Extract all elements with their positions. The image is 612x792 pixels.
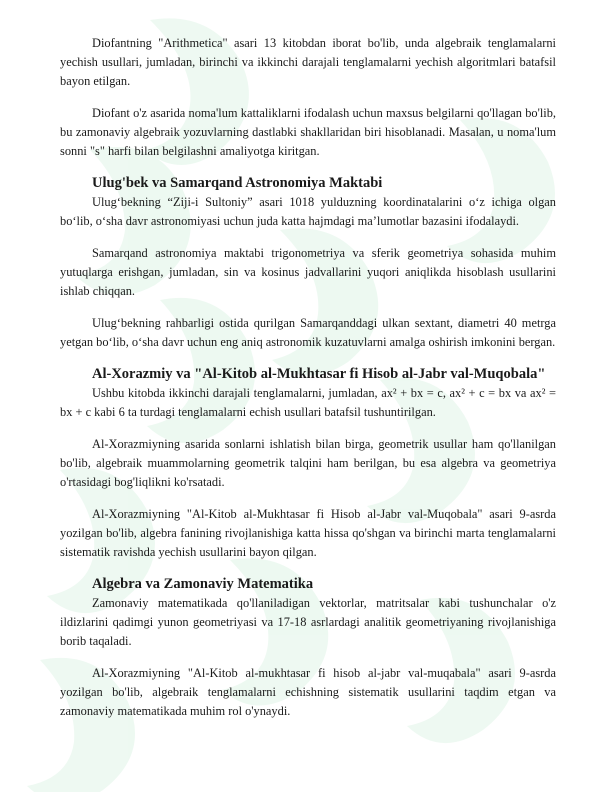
ulugbek-paragraph-2: Samarqand astronomiya maktabi trigonometriya va sferik geometriya sohasida muhim yutuqlarga erishgan, jumladan, sin va kosinus jadvallarini yuqori aniqlikda hisoblash usullarini ishlab chiqqan. [60, 246, 556, 298]
ulugbek-paragraph-3: Ulug‘bekning rahbarligi ostida qurilgan Samarqanddagi ulkan sextant, diametri 40 metrga yetgan bo‘lib, o‘sha davr uchun eng aniq astronomik kuzatuvlarni amalga oshirish imkonini bergan. [60, 316, 556, 349]
alxorazmiy-paragraph-3: Al-Xorazmiyning "Al-Kitob al-Mukhtasar fi Hisob al-Jabr val-Muqobala" asari 9-asrda yozilgan bo'lib, algebra fanining rivojlanishiga katta hissa qo'shgan va birinchi marta tenglamalarni sistematik ravishda yechish usullarini bayon qilgan. [60, 507, 556, 559]
ulugbek-paragraph-1: Ulug‘bekning “Ziji-i Sultoniy” asari 1018 yulduzning koordinatalarini o‘z ichiga olgan bo‘lib, o‘sha davr astronomiyasi uchun juda katta hajmdagi ma’lumotlar bazasini ifodalaydi. [60, 195, 556, 228]
section-heading-alxorazmiy: Al-Xorazmiy va "Al-Kitob al-Mukhtasar fi Hisob al-Jabr val-Muqobala" [92, 366, 546, 382]
zamonaviy-paragraph-1: Zamonaviy matematikada qo'llaniladigan vektorlar, matritsalar kabi tushunchalar o'z ildizlarini qadimgi yunon geometriyasi va 17-18 asrlardagi analitik geometriyaning rivojlanishiga borib taqaladi. [60, 596, 556, 648]
intro-paragraph-1: Diofantning "Arithmetica" asari 13 kitobdan iborat bo'lib, unda algebraik tenglamalarni yechish usullari, jumladan, birinchi va ikkinchi darajali tenglamalarni yechish algoritmlari batafsil bayon etilgan. [60, 36, 556, 88]
alxorazmiy-paragraph-1: Ushbu kitobda ikkinchi darajali tenglamalarni, jumladan, ax² + bx = c, ax² + c = bx va ax² = bx + c kabi 6 ta turdagi tenglamalarni echish usullari batafsil tushuntirilgan. [60, 386, 556, 419]
alxorazmiy-paragraph-2: Al-Xorazmiyning asarida sonlarni ishlatish bilan birga, geometrik usullar ham qo'llanilgan bo'lib, algebraik muammolarning geometrik talqini ham berilgan, bu esa algebra va geometriya o'rtasidagi bog'liqlikni ko'rsatadi. [60, 437, 556, 489]
zamonaviy-paragraph-2: Al-Xorazmiyning "Al-Kitob al-mukhtasar fi hisob al-jabr val-muqabala" asari 9-asrda yozilgan bo'lib, algebraik tenglamalarni echishning sistematik usullarini taqdim etgan va zamonaviy matematikada muhim rol o'ynaydi. [60, 666, 556, 718]
intro-paragraph-2: Diofant o'z asarida noma'lum kattaliklarni ifodalash uchun maxsus belgilarni qo'llagan bo'lib, bu zamonaviy algebraik yozuvlarning dastlabki shakllaridan biri hisoblanadi. Masalan, u noma'lum sonni "s" harfi bilan belgilashni amaliyotga kiritgan. [60, 106, 556, 158]
section-heading-zamonaviy: Algebra va Zamonaviy Matematika [92, 576, 314, 592]
section-heading-ulugbek: Ulug'bek va Samarqand Astronomiya Maktabi [92, 175, 383, 191]
document-page [60, 34, 556, 734]
